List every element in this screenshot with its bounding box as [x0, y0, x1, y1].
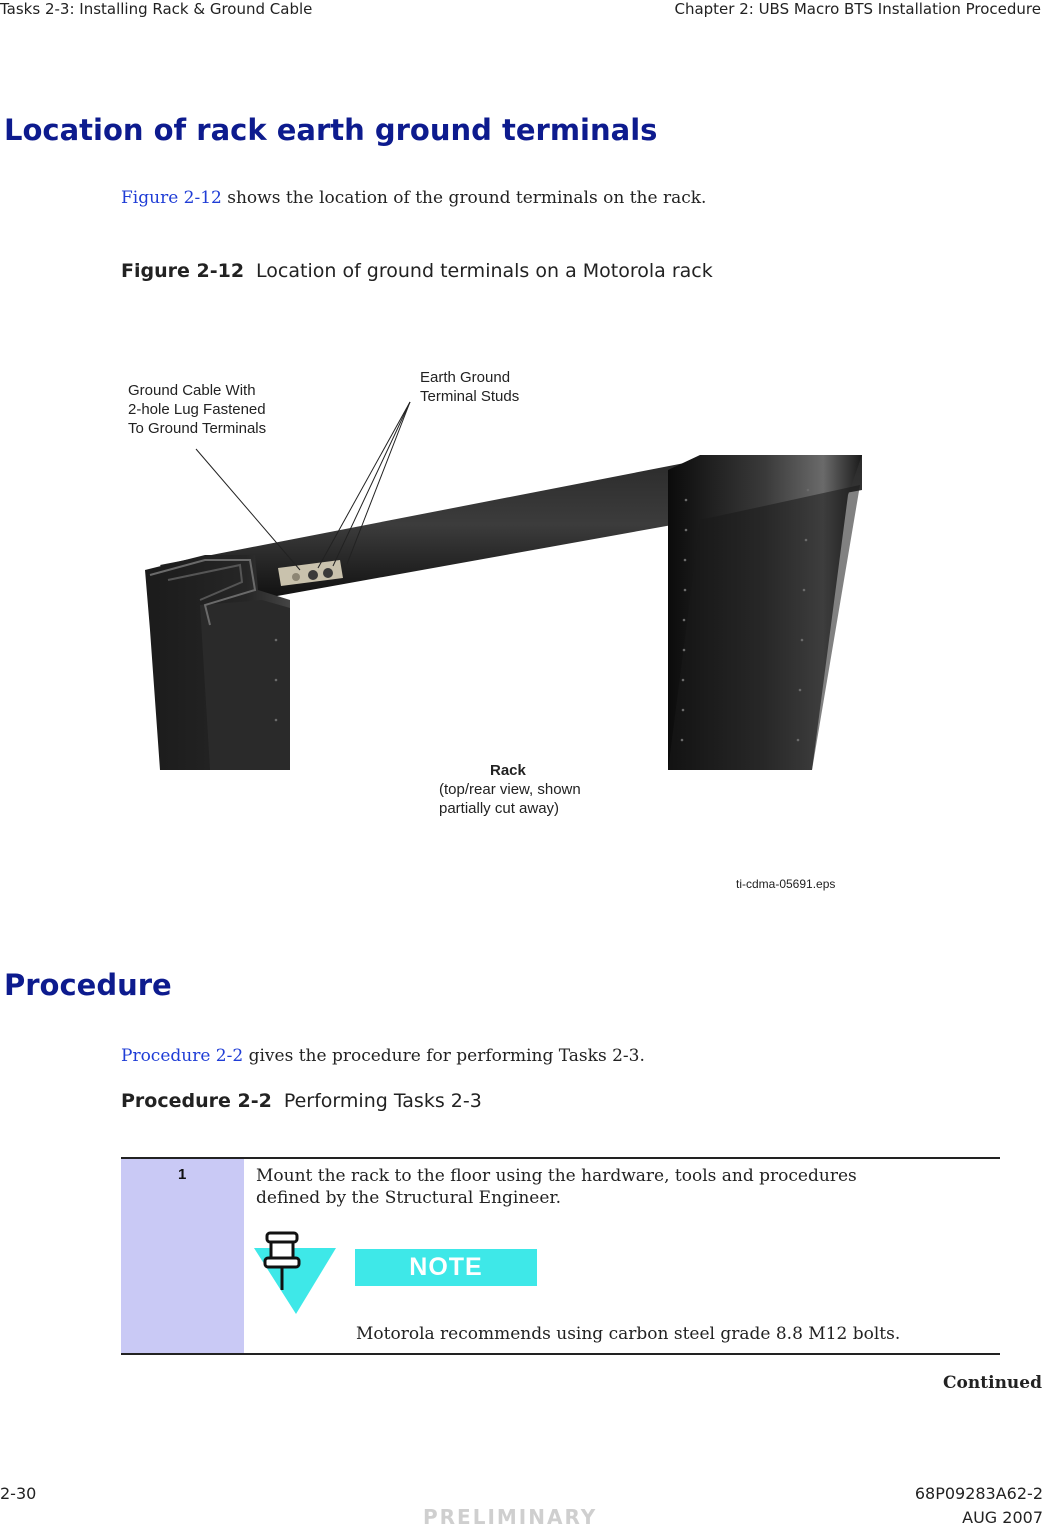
document-id: 68P09283A62-2 [914, 1484, 1043, 1503]
pushpin-icon [252, 1230, 338, 1316]
page-number: 2-30 [0, 1484, 37, 1503]
section2-paragraph-text: gives the procedure for performing Tasks 2-3. [243, 1046, 645, 1066]
studs-callout [420, 368, 519, 406]
step-text-line2: defined by the Structural Engineer. [256, 1188, 562, 1208]
rack-callout [439, 761, 581, 818]
studs-callout-line2: Terminal Studs [420, 388, 520, 405]
step-text [256, 1165, 857, 1209]
preliminary-watermark: PRELIMINARY [423, 1505, 598, 1529]
table-top-rule [121, 1157, 1000, 1159]
document-date: AUG 2007 [962, 1508, 1043, 1527]
note-text: Motorola recommends using carbon steel grade 8.8 M12 bolts. [356, 1324, 901, 1344]
table-bottom-rule [121, 1353, 1000, 1355]
figure-link[interactable]: Figure 2-12 [121, 188, 222, 208]
section1-paragraph-text: shows the location of the ground terminals on the rack. [221, 188, 707, 208]
step-number-cell [121, 1159, 244, 1354]
procedure-caption-text: Performing Tasks 2-3 [283, 1090, 482, 1112]
continued-label: Continued [943, 1373, 1042, 1393]
rack-callout-line2: partially cut away) [439, 800, 560, 817]
rack-callout-title: Rack [490, 762, 526, 779]
cable-callout [128, 381, 266, 438]
step-number: 1 [178, 1166, 187, 1183]
terminal-stud-2 [323, 568, 333, 578]
procedure-number: Procedure 2-2 [121, 1090, 272, 1112]
section-title-ground-terminals: Location of rack earth ground terminals [4, 113, 658, 147]
step-text-line1: Mount the rack to the floor using the hardware, tools and procedures [256, 1166, 857, 1186]
section2-paragraph [121, 1046, 645, 1066]
running-header-left: Tasks 2-3: Installing Rack & Ground Cable [0, 0, 313, 18]
cable-callout-line1: Ground Cable With [128, 382, 256, 399]
cable-callout-line3: To Ground Terminals [128, 420, 267, 437]
figure-number: Figure 2-12 [121, 260, 245, 282]
figure-caption-text: Location of ground terminals on a Motorola rack [256, 260, 713, 282]
figure-file-id: ti-cdma-05691.eps [736, 877, 836, 891]
procedure-caption [121, 1090, 482, 1112]
cable-callout-line2: 2-hole Lug Fastened [128, 401, 266, 418]
studs-callout-line1: Earth Ground [420, 369, 511, 386]
terminal-stud-1 [308, 570, 318, 580]
section-title-procedure: Procedure [4, 968, 172, 1002]
rack-callout-line1: (top/rear view, shown [439, 781, 581, 798]
running-header-right: Chapter 2: UBS Macro BTS Installation Procedure [674, 0, 1041, 18]
procedure-link[interactable]: Procedure 2-2 [121, 1046, 244, 1066]
note-label: NOTE [355, 1249, 537, 1286]
